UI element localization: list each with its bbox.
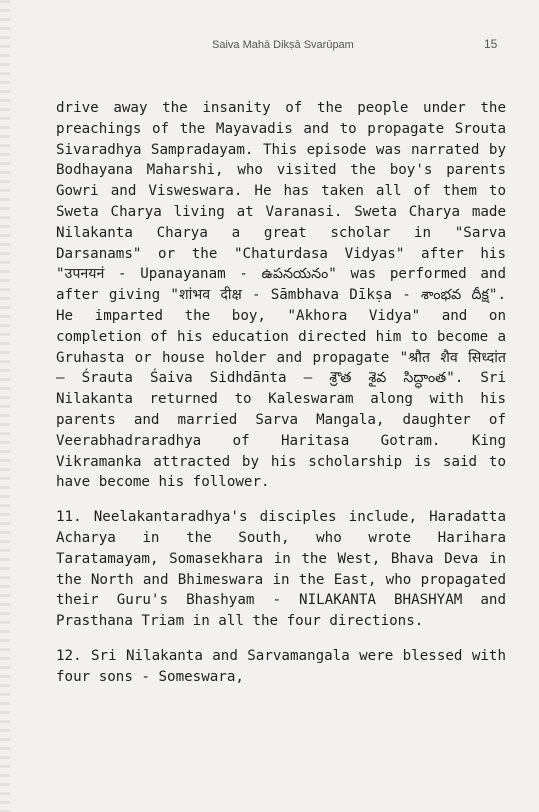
paragraph-origin: drive away the insanity of the people under the preachings of the Mayavadis and to propagate Srouta Sivaradhya Sampradayam. This episode was narrated by Bodhayana Maharshi, who visited the boy's parents Gowri and Visweswara. He has taken all of them to Sweta Charya living at Varanasi. Sweta Charya made Nilakanta Charya a great scholar in "Sarva Darsanams" or the "Chaturdasa Vidyas" after his "उपनयनं - Upanayanam - ఉపనయనం" was performed and after giving "शांभव दीक्ष - Sāmbhava Dīkṣa - శాంభవ దీక్ష". He imparted the boy, "Akhora Vidya" and on completion of his education directed him to become a Gruhasta or house holder and propagate "श्रौत शैव सिध्दांत – Śrauta Śaiva Sidhdānta – శ్రౌత శైవ సిద్ధాంత". Sri Nilakanta returned to Kaleswaram along with his parents and married Sarva Mangala, daughter of Veerabhadraradhya of Haritasa Gotram. King Vikramanka attracted by his scholarship is said to have become his follower. <box>56 100 506 491</box>
page-number: 15 <box>484 37 498 51</box>
page-edge <box>0 0 10 812</box>
running-title: Saiva Mahā Dikṣā Svarūpam <box>212 39 354 51</box>
paragraph-11: 11. Neelakantaradhya's disciples include, Haradatta Acharya in the South, who wrote Harihara Taratamayam, Somasekhara in the West, Bhava Deva in the North and Bhimeswara in the East, who propagated their Guru's Bhashyam - NILAKANTA BHASHYAM and Prasthana Triam in all the four directions. <box>56 509 506 630</box>
body-text <box>56 98 506 688</box>
paragraph-12: 12. Sri Nilakanta and Sarvamangala were blessed with four sons - Someswara, <box>56 647 506 685</box>
running-header <box>0 37 539 55</box>
